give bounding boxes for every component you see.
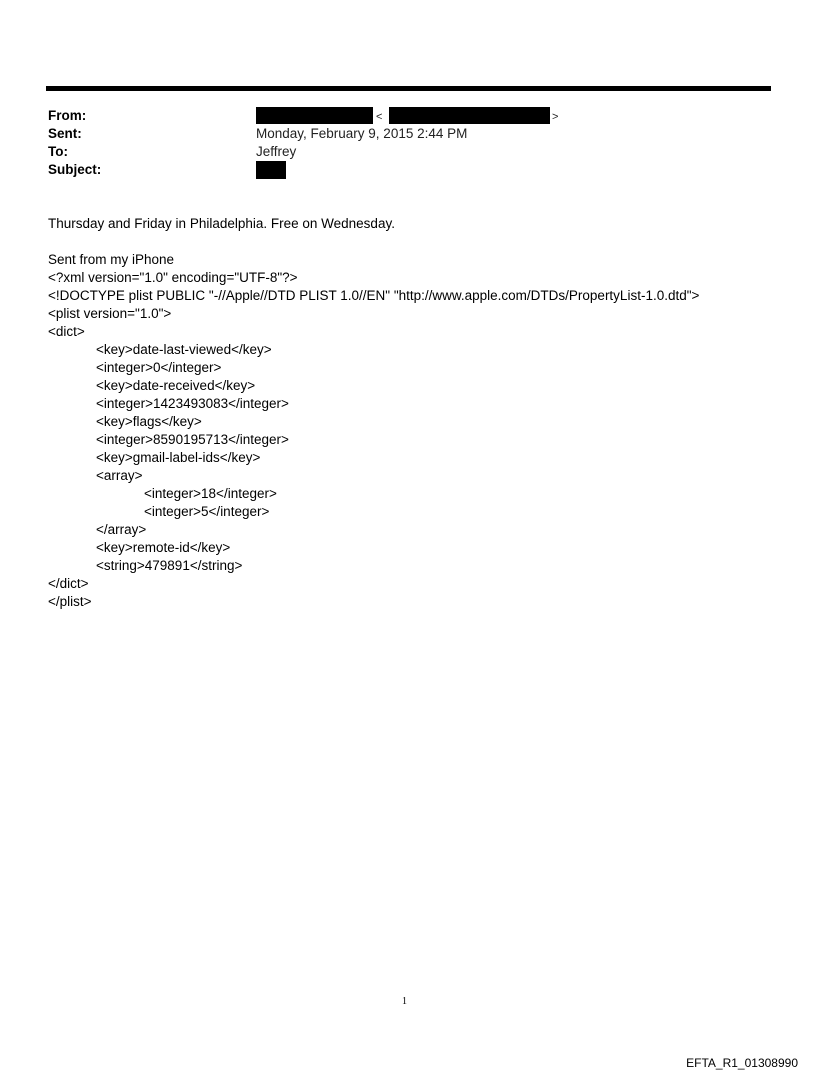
subject-row [48,161,768,179]
sent-label: Sent: [48,126,82,141]
plist-line: <plist version="1.0"> [48,306,172,321]
plist-line: <!DOCTYPE plist PUBLIC "-//Apple//DTD PLIST 1.0//EN" "http://www.apple.com/DTDs/PropertyList-1.0.dtd"> [48,288,700,303]
redacted-sender-email [389,107,550,124]
redacted-sender-name [256,107,373,124]
to-label: To: [48,144,68,159]
from-open-angle: < [376,111,383,123]
from-label: From: [48,108,87,123]
plist-line: <integer>0</integer> [96,360,222,375]
plist-block [48,269,768,611]
plist-line: <integer>5</integer> [144,504,270,519]
email-header [48,107,768,179]
from-row [48,107,768,125]
plist-line: </plist> [48,594,92,609]
plist-line: <integer>1423493083</integer> [96,396,289,411]
to-value: Jeffrey [256,144,297,159]
spacer [48,233,768,251]
email-body [48,215,768,611]
document-id: EFTA_R1_01308990 [686,1056,798,1070]
sent-value: Monday, February 9, 2015 2:44 PM [256,126,468,141]
plist-line: <key>date-received</key> [96,378,256,393]
plist-line: </dict> [48,576,89,591]
plist-line: <string>479891</string> [96,558,243,573]
sent-row [48,125,768,143]
plist-line: <key>gmail-label-ids</key> [96,450,261,465]
plist-line: <array> [96,468,143,483]
plist-line: </array> [96,522,147,537]
signature-text: Sent from my iPhone [48,252,175,267]
plist-line: <key>date-last-viewed</key> [96,342,272,357]
plist-line: <integer>18</integer> [144,486,277,501]
header-divider [46,86,771,91]
plist-line: <dict> [48,324,85,339]
plist-line: <integer>8590195713</integer> [96,432,289,447]
plist-line: <key>flags</key> [96,414,202,429]
redacted-subject [256,161,286,179]
page-number: 1 [402,996,407,1007]
message-text: Thursday and Friday in Philadelphia. Free on Wednesday. [48,216,395,231]
plist-line: <key>remote-id</key> [96,540,231,555]
from-close-angle: > [552,111,559,123]
subject-label: Subject: [48,162,102,177]
to-row [48,143,768,161]
plist-line: <?xml version="1.0" encoding="UTF-8"?> [48,270,298,285]
